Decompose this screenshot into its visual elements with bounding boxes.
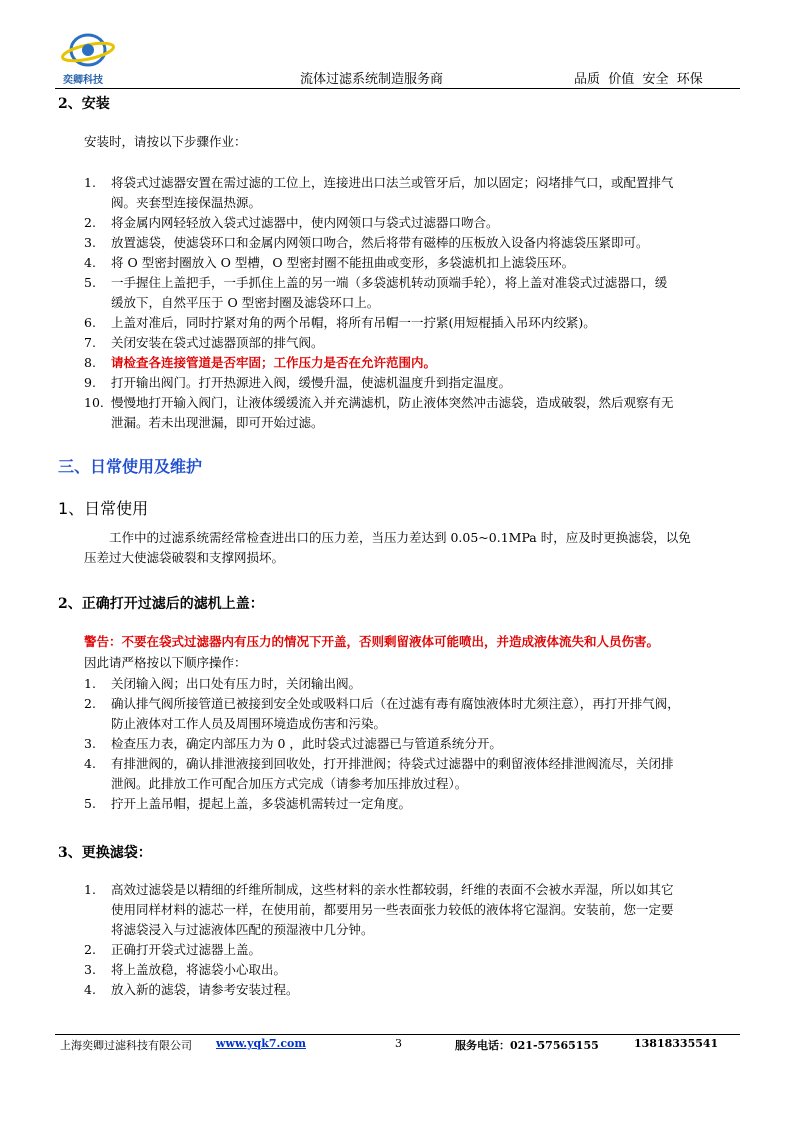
install-intro: 安装时，请按以下步骤作业： [84,134,247,149]
list-item-line: 放入新的滤袋，请参考安装过程。 [111,982,299,997]
list-item [84,674,740,694]
list-item-text [111,333,740,353]
list-item-line: 放置滤袋，使滤袋环口和金属内网领口吻合，然后将带有磁棒的压板放入设备内将滤袋压紧即可。 [111,235,649,250]
list-item-line: 慢慢地打开输入阀门，让液体缓缓流入并充满滤机，防止液体突然冲击滤袋，造成破裂，然后观察有无 [111,395,674,410]
list-item-line: 防止液体对工作人员及周围环境造成伤害和污染。 [111,716,387,731]
list-item [84,333,740,353]
list-item [84,173,740,213]
list-item-line: 确认排气阀所接管道已被接到安全处或吸料口后（在过滤有毒有腐蚀液体时尤须注意），再打开排气阀， [111,696,680,711]
list-item-line: 检查压力表，确定内部压力为 0 ，此时袋式过滤器已与管道系统分开。 [111,736,502,751]
list-item-number: 3. [84,736,96,751]
list-item-number: 2. [84,215,96,230]
header-values: 品质 价值 安全 环保 [574,72,703,87]
footer-service-phone: 服务电话：021-57565155 [455,1039,599,1052]
list-item-line: 将上盖放稳，将滤袋小心取出。 [111,962,287,977]
install-heading: 2、安装 [58,96,110,112]
list-item-line: 上盖对准后，同时拧紧对角的两个吊帽，将所有吊帽一一拧紧(用短棍插入吊环内绞紧)。 [111,315,596,330]
daily-use-line-2: 压差过大使滤袋破裂和支撑网损坏。 [84,550,285,565]
install-steps-list [84,173,740,433]
list-item-number: 5. [84,275,96,290]
list-item-line: 请检查各连接管道是否牢固；工作压力是否在允许范围内。 [111,355,437,370]
list-item-line: 关闭输入阀；出口处有压力时，关闭输出阀。 [111,676,362,691]
list-item [84,940,740,960]
list-item [84,960,740,980]
list-item-text [111,393,740,433]
header-tagline: 流体过滤系统制造服务商 [300,72,444,87]
open-lid-steps-list [84,674,740,814]
list-item-number: 10. [84,395,104,410]
replace-heading: 3、更换滤袋： [58,845,152,861]
footer-website-link[interactable]: www.yqk7.com [216,1037,306,1050]
list-item-line: 高效过滤袋是以精细的纤维所制成，这些材料的亲水性都较弱，纤维的表面不会被水弄湿，所以如其它 [111,882,674,897]
list-item-text [111,253,740,273]
list-item-line: 将滤袋浸入与过滤液体匹配的预湿液中几分钟。 [111,922,374,937]
list-item-text [111,233,740,253]
list-item-text [111,674,740,694]
list-item-text [111,213,740,233]
list-item-text [111,880,740,940]
list-item [84,273,740,313]
list-item-number: 5. [84,796,96,811]
list-item-text [111,373,740,393]
header-divider [55,88,740,89]
open-lid-heading: 2、正确打开过滤后的滤机上盖： [58,596,264,612]
list-item-number: 8. [84,355,96,370]
list-item-text [111,313,740,333]
list-item-text [111,353,740,373]
list-item-number: 4. [84,255,96,270]
list-item-number: 2. [84,696,96,711]
warning-text: 警告：不要在袋式过滤器内有压力的情况下开盖，否则剩留液体可能喷出，并造成液体流失和人员伤害。 [84,634,660,649]
list-item-text [111,980,740,1000]
list-item-line: 正确打开袋式过滤器上盖。 [111,942,262,957]
list-item-number: 9. [84,375,96,390]
list-item-line: 将袋式过滤器安置在需过滤的工位上，连接进出口法兰或管牙后，加以固定；闷堵排气口，或配置排气 [111,175,674,190]
list-item-line: 泄阀。此排放工作可配合加压方式完成（请参考加压排放过程）。 [111,776,468,791]
list-item-text [111,794,740,814]
list-item-number: 6. [84,315,96,330]
list-item-number: 7. [84,335,96,350]
footer-page-number: 3 [395,1037,402,1050]
list-item-text [111,960,740,980]
list-item-line: 一手握住上盖把手，一手抓住上盖的另一端（多袋滤机转动顶端手轮），将上盖对准袋式过滤器口，缓 [111,275,668,290]
list-item [84,233,740,253]
list-item-number: 4. [84,982,96,997]
footer-company: 上海奕卿过滤科技有限公司 [60,1039,192,1052]
list-item-number: 1. [84,882,96,897]
daily-use-line-1: 工作中的过滤系统需经常检查进出口的压力差，当压力差达到 0.05~0.1MPa 时，应及时更换滤袋，以免 [109,530,691,545]
list-item-line: 使用同样材料的滤芯一样，在使用前，都要用另一些表面张力较低的液体将它湿润。安装前，您一定要 [111,902,674,917]
list-item-text [111,173,740,213]
list-item [84,373,740,393]
list-item [84,253,740,273]
list-item-line: 阀。夹套型连接保温热源。 [111,195,262,210]
list-item-text [111,734,740,754]
list-item [84,313,740,333]
daily-use-heading: 1、日常使用 [58,499,149,518]
list-item-line: 缓放下，自然平压于 O 型密封圈及滤袋环口上。 [111,295,380,310]
list-item-line: 关闭安装在袋式过滤器顶部的排气阀。 [111,335,324,350]
list-item [84,694,740,734]
list-item-number: 2. [84,942,96,957]
list-item-line: 拧开上盖吊帽，提起上盖，多袋滤机需转过一定角度。 [111,796,412,811]
list-item-text [111,273,740,313]
list-item [84,794,740,814]
list-item [84,734,740,754]
list-item [84,980,740,1000]
list-item-line: 泄漏。若未出现泄漏，即可开始过滤。 [111,415,324,430]
list-item-number: 3. [84,235,96,250]
list-item-number: 1. [84,175,96,190]
list-item-text [111,754,740,794]
list-item [84,353,740,373]
section-heading: 三、日常使用及维护 [58,457,203,476]
open-lid-intro: 因此请严格按以下顺序操作： [84,655,247,670]
logo-text: 奕卿科技 [63,75,103,86]
replace-steps-list [84,880,740,1000]
list-item-line: 将金属内网轻轻放入袋式过滤器中，使内网领口与袋式过滤器口吻合。 [111,215,499,230]
list-item-number: 1. [84,676,96,691]
list-item-number: 3. [84,962,96,977]
list-item [84,393,740,433]
list-item [84,213,740,233]
footer-divider [55,1034,740,1035]
list-item-number: 4. [84,756,96,771]
list-item-line: 有排泄阀的，确认排泄液接到回收处，打开排泄阀；待袋式过滤器中的剩留液体经排泄阀流尽，关闭排 [111,756,674,771]
list-item [84,754,740,794]
footer-mobile: 13818335541 [634,1037,719,1050]
list-item [84,880,740,940]
list-item-line: 将 O 型密封圈放入 O 型槽，O 型密封圈不能扭曲或变形，多袋滤机扣上滤袋压环。 [111,255,575,270]
list-item-text [111,940,740,960]
list-item-line: 打开输出阀门。打开热源进入阀，缓慢升温，使滤机温度升到指定温度。 [111,375,512,390]
list-item-text [111,694,740,734]
